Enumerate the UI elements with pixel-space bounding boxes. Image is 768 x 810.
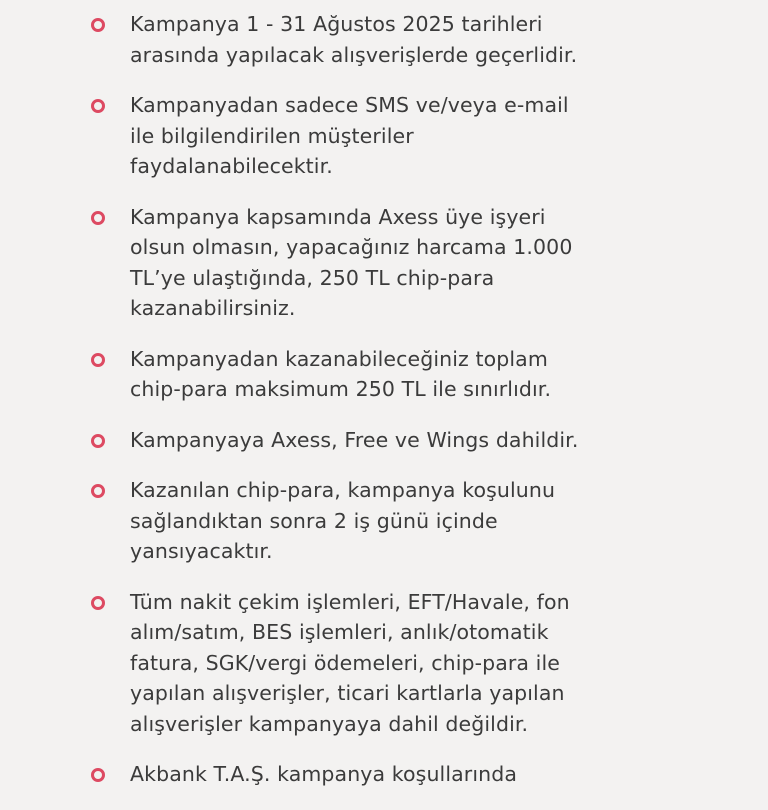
term-text-line: Kampanyadan kazanabileceğiniz toplam bbox=[130, 346, 548, 371]
term-text-line: Kampanya 1 - 31 Ağustos 2025 tarihleri bbox=[130, 12, 543, 36]
term-item bbox=[88, 90, 628, 182]
campaign-terms-list bbox=[88, 9, 628, 810]
term-text-line: Kampanya kapsamında Axess üye işyeri bbox=[130, 204, 546, 229]
term-item bbox=[88, 475, 628, 567]
term-text-line: yapılan alışverişler, ticari kartlarla yapılan bbox=[130, 681, 565, 705]
term-text-line: arasında yapılacak alışverişlerde geçerlidir. bbox=[130, 42, 578, 67]
term-text-line: Kazanılan chip-para, kampanya koşulunu bbox=[130, 478, 556, 502]
term-text-line: Akbank T.A.Ş. kampanya koşullarında bbox=[130, 762, 518, 786]
term-item bbox=[88, 425, 628, 456]
ring-bullet-icon bbox=[91, 434, 105, 448]
term-text-line: Kampanyaya Axess, Free ve Wings dahildir. bbox=[130, 427, 579, 452]
term-text-line: ile bilgilendirilen müşteriler bbox=[130, 123, 414, 148]
ring-bullet-icon bbox=[91, 596, 105, 610]
ring-bullet-icon bbox=[91, 99, 105, 113]
term-item bbox=[88, 344, 628, 405]
term-text-line: Kampanyadan sadece SMS ve/veya e-mail bbox=[130, 93, 569, 117]
ring-bullet-icon bbox=[91, 353, 105, 367]
ring-bullet-icon bbox=[91, 211, 105, 225]
ring-bullet-icon bbox=[91, 484, 105, 498]
term-text-line: alışverişler kampanyaya dahil değildir. bbox=[130, 711, 529, 736]
ring-bullet-icon bbox=[91, 768, 105, 782]
term-text-line: sağlandıktan sonra 2 iş günü içinde bbox=[130, 508, 498, 533]
term-item bbox=[88, 9, 628, 70]
term-text-line: alım/satım, BES işlemleri, anlık/otomatik bbox=[130, 620, 549, 644]
term-text-line: Tüm nakit çekim işlemleri, EFT/Havale, fon bbox=[130, 589, 570, 614]
term-item bbox=[88, 759, 628, 790]
term-text-line: kazanabilirsiniz. bbox=[130, 296, 296, 320]
term-text-line: TL’ye ulaştığında, 250 TL chip-para bbox=[130, 265, 495, 290]
term-text-line: faydalanabilecektir. bbox=[130, 154, 333, 178]
term-item bbox=[88, 202, 628, 324]
term-text-line: olsun olmasın, yapacağınız harcama 1.000 bbox=[130, 235, 573, 259]
term-text-line: yansıyacaktır. bbox=[130, 539, 273, 563]
ring-bullet-icon bbox=[91, 18, 105, 32]
term-text-line: fatura, SGK/vergi ödemeleri, chip-para ile bbox=[130, 650, 560, 675]
term-item bbox=[88, 587, 628, 740]
term-text-line: chip-para maksimum 250 TL ile sınırlıdır. bbox=[130, 377, 552, 401]
